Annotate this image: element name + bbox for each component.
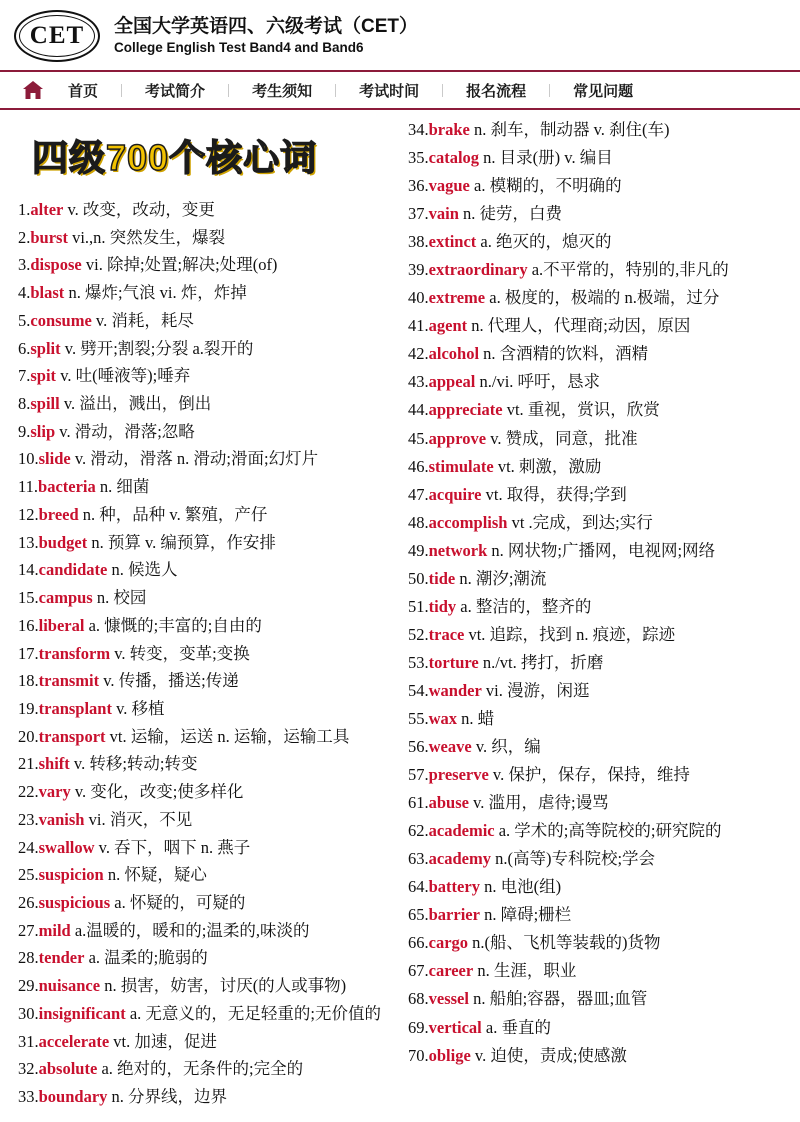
- word-term: insignificant: [38, 1003, 126, 1023]
- nav-separator: |: [227, 81, 231, 98]
- word-entry: [18, 807, 392, 834]
- word-entry: [18, 363, 392, 390]
- word-term: shift: [38, 754, 70, 774]
- word-entry: [18, 862, 392, 889]
- word-entry: [408, 537, 782, 564]
- word-entry: [408, 312, 782, 339]
- word-number: 8.: [18, 394, 31, 414]
- word-number: 41.: [408, 316, 429, 336]
- word-entry: [18, 474, 392, 501]
- word-term: weave: [428, 737, 472, 757]
- word-term: wander: [428, 680, 482, 700]
- word-definition: a. 模糊的，不明确的: [469, 176, 622, 196]
- word-definition: a. 垂直的: [481, 1017, 551, 1037]
- word-definition: a. 温柔的;脆弱的: [84, 948, 208, 968]
- word-number: 28.: [18, 948, 39, 968]
- word-number: 15.: [18, 588, 39, 608]
- word-entry: [408, 649, 782, 676]
- word-term: torture: [428, 652, 479, 672]
- word-definition: vt. 取得，获得;学到: [481, 484, 627, 504]
- home-icon[interactable]: [22, 80, 44, 100]
- word-entry: [408, 340, 782, 367]
- word-definition: vt. 刺激，激励: [493, 456, 602, 476]
- word-number: 63.: [408, 849, 429, 869]
- word-entry: [408, 929, 782, 956]
- word-definition: vt. 重视，赏识，欣赏: [502, 400, 660, 420]
- word-number: 40.: [408, 288, 429, 308]
- word-term: liberal: [38, 615, 85, 635]
- word-term: candidate: [38, 560, 108, 580]
- word-definition: a. 慷慨的;丰富的;自由的: [84, 615, 262, 635]
- word-definition: n. 刹车，制动器 v. 刹住(车): [469, 120, 670, 139]
- word-term: burst: [30, 227, 68, 247]
- word-number: 4.: [18, 283, 31, 303]
- word-definition: v. 吐(唾液等);唾弃: [56, 366, 191, 386]
- word-term: cargo: [428, 933, 469, 953]
- word-entry: [408, 256, 782, 283]
- word-definition: v. 溢出，溅出，倒出: [59, 394, 212, 414]
- word-number: 21.: [18, 754, 39, 774]
- word-definition: n. 代理人，代理商;动因，原因: [467, 316, 691, 336]
- word-entry: [408, 172, 782, 199]
- word-definition: vt. 运输，运送 n. 运输，运输工具: [105, 726, 350, 746]
- content-area: [0, 110, 800, 1122]
- word-entry: [408, 1042, 782, 1069]
- word-definition: n. 网状物;广播网，电视网;网络: [487, 540, 716, 560]
- word-term: transplant: [38, 698, 112, 718]
- word-term: budget: [38, 532, 88, 552]
- word-definition: vi.,n. 突然发生，爆裂: [67, 227, 226, 247]
- word-term: vary: [38, 782, 71, 802]
- word-entry: [408, 733, 782, 760]
- word-number: 20.: [18, 726, 39, 746]
- word-term: swallow: [38, 837, 95, 857]
- nav-item-3[interactable]: 考试时间: [359, 82, 420, 100]
- word-entry: [408, 593, 782, 620]
- word-term: vain: [428, 204, 459, 224]
- site-title-en: College English Test Band4 and Band6: [114, 40, 364, 56]
- word-entry: [18, 530, 392, 557]
- word-number: 54.: [408, 680, 429, 700]
- word-entry: [18, 252, 392, 279]
- word-entry: [408, 621, 782, 648]
- word-term: blast: [30, 283, 65, 303]
- word-number: 22.: [18, 782, 39, 802]
- word-definition: n. 徒劳，白费: [458, 204, 563, 224]
- word-definition: v. 迫使，责成;使感激: [470, 1045, 627, 1065]
- word-definition: n. 候选人: [107, 560, 178, 580]
- word-definition: n.(高等)专科院校;学会: [490, 849, 656, 869]
- word-entry: [18, 724, 392, 751]
- word-entry: [408, 705, 782, 732]
- word-entry: [18, 585, 392, 612]
- site-title-block: [114, 14, 418, 59]
- word-definition: v. 吞下，咽下 n. 燕子: [94, 837, 251, 857]
- word-number: 55.: [408, 708, 429, 728]
- word-definition: n. 电池(组): [479, 877, 562, 897]
- word-term: dispose: [30, 255, 82, 275]
- word-definition: n. 爆炸;气浪 vi. 炸，炸掉: [64, 283, 247, 303]
- word-definition: a. 怀疑的，可疑的: [110, 892, 246, 912]
- word-number: 12.: [18, 504, 39, 524]
- word-definition: a.不平常的，特别的,非凡的: [527, 260, 729, 280]
- word-term: absolute: [38, 1059, 98, 1079]
- word-term: academy: [428, 849, 491, 869]
- word-number: 31.: [18, 1031, 39, 1051]
- word-number: 53.: [408, 652, 429, 672]
- word-term: brake: [428, 120, 470, 139]
- word-number: 33.: [18, 1087, 39, 1106]
- word-number: 19.: [18, 698, 39, 718]
- word-term: extreme: [428, 288, 486, 308]
- word-term: alter: [30, 200, 64, 219]
- word-entry: [18, 696, 392, 723]
- word-definition: n. 校园: [92, 588, 147, 608]
- main-navigation: [0, 70, 800, 110]
- word-term: oblige: [428, 1045, 471, 1065]
- word-term: appeal: [428, 372, 476, 392]
- word-number: 14.: [18, 560, 39, 580]
- word-term: alcohol: [428, 344, 480, 364]
- word-number: 23.: [18, 809, 39, 829]
- word-number: 46.: [408, 456, 429, 476]
- word-definition: v. 保护，保存，保持，维持: [488, 765, 690, 785]
- word-number: 27.: [18, 920, 39, 940]
- word-number: 36.: [408, 176, 429, 196]
- nav-separator: |: [548, 81, 552, 98]
- word-entry: [408, 144, 782, 171]
- word-term: preserve: [428, 765, 489, 785]
- word-term: breed: [38, 504, 79, 524]
- word-entry: [18, 1029, 392, 1056]
- word-definition: a. 无意义的，无足轻重的;无价值的: [125, 1003, 382, 1023]
- word-entry: [18, 779, 392, 806]
- word-number: 67.: [408, 961, 429, 981]
- word-definition: v. 变化，改变;使多样化: [70, 782, 244, 802]
- word-number: 52.: [408, 624, 429, 644]
- word-number: 37.: [408, 204, 429, 224]
- word-entry: [18, 197, 392, 224]
- word-definition: v. 转变，变革;变换: [110, 643, 250, 663]
- left-column: [18, 116, 392, 1112]
- word-definition: vi. 漫游，闲逛: [481, 680, 590, 700]
- word-definition: n. 蜡: [457, 708, 495, 728]
- word-list-left: [18, 197, 392, 1111]
- word-number: 26.: [18, 892, 39, 912]
- nav-separator: |: [120, 81, 124, 98]
- word-definition: n. 种，品种 v. 繁殖，产仔: [78, 504, 268, 524]
- word-entry: [408, 228, 782, 255]
- word-term: slip: [30, 421, 56, 441]
- word-number: 9.: [18, 421, 31, 441]
- word-term: transform: [38, 643, 111, 663]
- word-number: 38.: [408, 232, 429, 252]
- word-term: approve: [428, 428, 487, 448]
- word-term: extinct: [428, 232, 477, 252]
- word-definition: v. 滑动，滑落;忽略: [55, 421, 195, 441]
- word-definition: n. 船舶;容器，器皿;血管: [468, 989, 648, 1009]
- word-number: 39.: [408, 260, 429, 280]
- word-term: campus: [38, 588, 93, 608]
- word-entry: [408, 509, 782, 536]
- word-entry: [18, 308, 392, 335]
- word-term: consume: [30, 310, 92, 330]
- word-number: 68.: [408, 989, 429, 1009]
- word-term: academic: [428, 821, 495, 841]
- word-definition: v. 织，编: [471, 737, 541, 757]
- word-entry: [18, 391, 392, 418]
- word-term: tender: [38, 948, 85, 968]
- word-definition: n. 预算 v. 编预算，作安排: [87, 532, 276, 552]
- word-entry: [18, 419, 392, 446]
- word-term: barrier: [428, 905, 480, 925]
- word-entry: [408, 817, 782, 844]
- word-term: bacteria: [38, 477, 96, 497]
- word-entry: [18, 613, 392, 640]
- word-entry: [408, 1014, 782, 1041]
- word-definition: v. 改变，改动，变更: [63, 200, 215, 219]
- word-entry: [408, 396, 782, 423]
- word-number: 35.: [408, 148, 429, 168]
- word-term: extraordinary: [428, 260, 528, 280]
- word-entry: [18, 751, 392, 778]
- word-number: 10.: [18, 449, 39, 469]
- word-term: split: [30, 338, 61, 358]
- word-number: 17.: [18, 643, 39, 663]
- word-term: catalog: [428, 148, 480, 168]
- word-definition: v. 滥用，虐待;谩骂: [468, 793, 609, 813]
- word-term: tide: [428, 568, 456, 588]
- word-number: 1.: [18, 200, 31, 219]
- word-entry: [408, 761, 782, 788]
- nav-item-2[interactable]: 考生须知: [252, 82, 313, 100]
- right-column: [408, 116, 782, 1112]
- word-term: vague: [428, 176, 470, 196]
- word-definition: v. 滑动，滑落 n. 滑动;滑面;幻灯片: [70, 449, 319, 469]
- word-number: 70.: [408, 1045, 429, 1065]
- word-number: 45.: [408, 428, 429, 448]
- page-title: 四级700个核心词: [32, 137, 318, 178]
- word-entry: [18, 668, 392, 695]
- word-entry: [18, 336, 392, 363]
- word-definition: n./vi. 呼吁，恳求: [475, 372, 601, 392]
- word-definition: vt .完成，到达;实行: [507, 512, 653, 532]
- word-number: 48.: [408, 512, 429, 532]
- word-entry: [408, 200, 782, 227]
- word-number: 66.: [408, 933, 429, 953]
- word-definition: vt. 加速，促进: [109, 1031, 217, 1051]
- word-definition: a. 整洁的，整齐的: [456, 596, 592, 616]
- word-definition: v. 消耗，耗尽: [91, 310, 194, 330]
- word-number: 30.: [18, 1003, 39, 1023]
- word-entry: [18, 1001, 392, 1028]
- word-entry: [18, 945, 392, 972]
- word-entry: [18, 641, 392, 668]
- word-term: boundary: [38, 1087, 108, 1106]
- word-number: 25.: [18, 865, 39, 885]
- word-entry: [18, 446, 392, 473]
- word-entry: [18, 280, 392, 307]
- word-number: 11.: [18, 477, 39, 497]
- word-number: 2.: [18, 227, 31, 247]
- cet-logo: [14, 10, 100, 62]
- word-definition: a. 学术的;高等院校的;研究院的: [494, 821, 722, 841]
- word-definition: n. 含酒精的饮料，酒精: [479, 344, 649, 364]
- word-definition: n. 怀疑，疑心: [103, 865, 207, 885]
- word-definition: vi. 消灭，不见: [84, 809, 193, 829]
- word-term: accelerate: [38, 1031, 110, 1051]
- word-definition: n. 细菌: [95, 477, 150, 497]
- word-term: appreciate: [428, 400, 503, 420]
- word-number: 43.: [408, 372, 429, 392]
- word-term: mild: [38, 920, 71, 940]
- word-definition: n.(船、飞机等装载的)货物: [468, 933, 661, 953]
- word-term: accomplish: [428, 512, 508, 532]
- word-entry: [18, 225, 392, 252]
- word-definition: v. 劈开;割裂;分裂 a.裂开的: [60, 338, 254, 358]
- word-number: 61.: [408, 793, 429, 813]
- nav-separator: |: [441, 81, 445, 98]
- nav-item-0[interactable]: 首页: [68, 82, 99, 100]
- word-term: tidy: [428, 596, 457, 616]
- word-number: 13.: [18, 532, 39, 552]
- word-number: 7.: [18, 366, 31, 386]
- word-number: 57.: [408, 765, 429, 785]
- word-number: 56.: [408, 737, 429, 757]
- word-number: 62.: [408, 821, 429, 841]
- word-definition: vt. 追踪，找到 n. 痕迹，踪迹: [464, 624, 676, 644]
- word-term: abuse: [428, 793, 469, 813]
- word-number: 29.: [18, 976, 39, 996]
- word-entry: [18, 557, 392, 584]
- word-term: slide: [38, 449, 71, 469]
- nav-item-1[interactable]: 考试简介: [145, 82, 206, 100]
- word-entry: [408, 453, 782, 480]
- site-header: [0, 0, 800, 70]
- nav-separator: |: [334, 81, 338, 98]
- word-term: suspicious: [38, 892, 111, 912]
- word-term: nuisance: [38, 976, 101, 996]
- word-definition: v. 移植: [111, 698, 165, 718]
- word-term: network: [428, 540, 488, 560]
- word-term: trace: [428, 624, 465, 644]
- word-entry: [408, 845, 782, 872]
- word-entry: [408, 368, 782, 395]
- word-entry: [18, 918, 392, 945]
- word-definition: v. 转移;转动;转变: [69, 754, 198, 774]
- word-term: wax: [428, 708, 458, 728]
- word-term: suspicion: [38, 865, 104, 885]
- word-definition: n. 生涯，职业: [473, 961, 577, 981]
- word-entry: [18, 1084, 392, 1111]
- word-number: 6.: [18, 338, 31, 358]
- word-term: transmit: [38, 671, 100, 691]
- word-term: transport: [38, 726, 106, 746]
- word-definition: n. 障碍;栅栏: [479, 905, 572, 925]
- word-term: vessel: [428, 989, 469, 1009]
- word-entry: [408, 873, 782, 900]
- word-entry: [408, 116, 782, 143]
- word-definition: a.温暖的，暖和的;温柔的,味淡的: [70, 920, 310, 940]
- word-definition: a. 极度的，极端的 n.极端，过分: [485, 288, 720, 308]
- word-definition: v. 传播，播送;传递: [99, 671, 239, 691]
- word-term: spit: [30, 366, 57, 386]
- word-definition: vi. 除掉;处置;解决;处理(of): [81, 255, 278, 275]
- word-definition: n. 分界线，边界: [107, 1087, 228, 1106]
- word-entry: [408, 481, 782, 508]
- word-entry: [18, 835, 392, 862]
- word-number: 49.: [408, 540, 429, 560]
- word-number: 3.: [18, 255, 31, 275]
- word-entry: [408, 677, 782, 704]
- word-entry: [408, 284, 782, 311]
- word-term: spill: [30, 394, 60, 414]
- word-entry: [408, 957, 782, 984]
- word-definition: a. 绝灭的，熄灭的: [476, 232, 612, 252]
- word-term: vertical: [428, 1017, 482, 1037]
- word-number: 34.: [408, 120, 429, 139]
- word-entry: [408, 565, 782, 592]
- word-entry: [408, 425, 782, 452]
- word-list-right: [408, 116, 782, 1069]
- word-number: 24.: [18, 837, 39, 857]
- word-number: 69.: [408, 1017, 429, 1037]
- word-number: 65.: [408, 905, 429, 925]
- word-term: vanish: [38, 809, 85, 829]
- word-entry: [18, 502, 392, 529]
- nav-item-4[interactable]: 报名流程: [466, 82, 527, 100]
- word-entry: [408, 901, 782, 928]
- word-number: 51.: [408, 596, 429, 616]
- word-term: battery: [428, 877, 480, 897]
- word-definition: n./vt. 拷打，折磨: [478, 652, 604, 672]
- site-title-cn: 全国大学英语四、六级考试（CET）: [114, 15, 419, 37]
- word-number: 5.: [18, 310, 31, 330]
- word-number: 44.: [408, 400, 429, 420]
- cet-logo-text: CET: [29, 22, 85, 49]
- word-term: agent: [428, 316, 468, 336]
- word-entry: [408, 985, 782, 1012]
- nav-item-5[interactable]: 常见问题: [573, 82, 634, 100]
- word-number: 47.: [408, 484, 429, 504]
- word-number: 64.: [408, 877, 429, 897]
- word-term: acquire: [428, 484, 482, 504]
- word-definition: n. 目录(册) v. 编目: [479, 148, 613, 168]
- word-number: 18.: [18, 671, 39, 691]
- word-definition: n. 潮汐;潮流: [455, 568, 547, 588]
- word-entry: [18, 973, 392, 1000]
- word-number: 16.: [18, 615, 39, 635]
- word-number: 50.: [408, 568, 429, 588]
- word-entry: [408, 789, 782, 816]
- word-entry: [18, 1056, 392, 1083]
- word-term: stimulate: [428, 456, 494, 476]
- word-definition: n. 损害，妨害，讨厌(的人或事物): [100, 976, 347, 996]
- word-number: 32.: [18, 1059, 39, 1079]
- word-term: career: [428, 961, 474, 981]
- word-definition: v. 赞成，同意，批准: [486, 428, 638, 448]
- word-definition: a. 绝对的，无条件的;完全的: [97, 1059, 304, 1079]
- word-number: 42.: [408, 344, 429, 364]
- word-entry: [18, 890, 392, 917]
